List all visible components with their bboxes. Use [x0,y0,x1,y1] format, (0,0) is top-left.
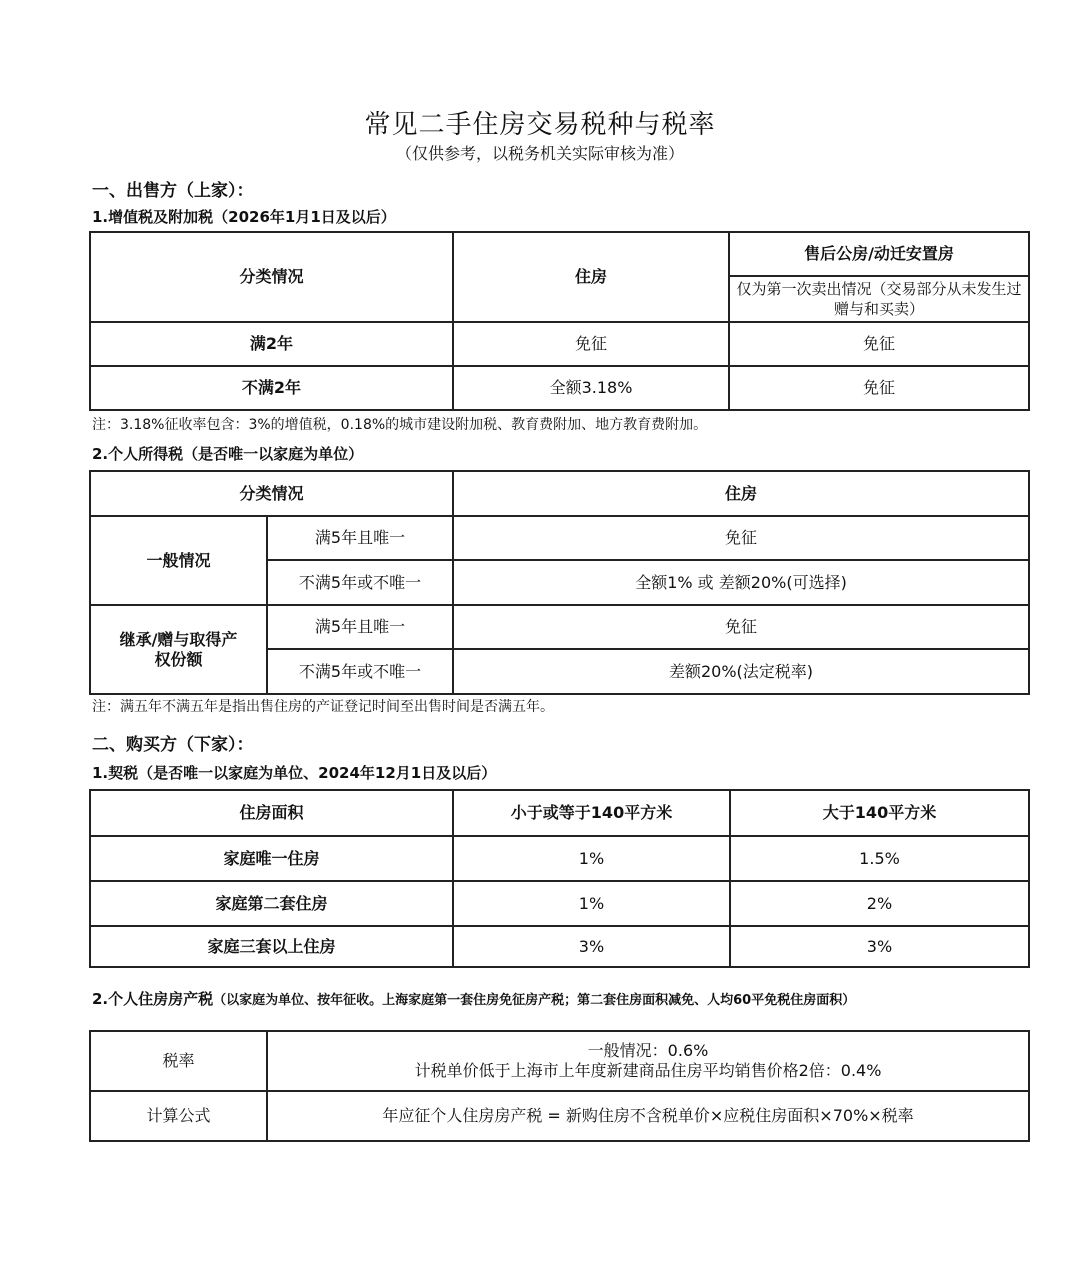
income-value: 全额1% 或 差额20%(可选择) [453,560,1029,605]
income-col-category: 分类情况 [90,471,453,516]
deed-tax-table [89,789,1030,968]
vat-col-public-sub: 仅为第一次卖出情况（交易部分从未发生过赠与和买卖） [729,276,1029,322]
page-title: 常见二手住房交易税种与税率 [364,110,716,140]
income-col-housing: 住房 [453,471,1029,516]
buyer-heading: 二、购买方（下家）： [92,735,254,755]
property-heading-detail: （以家庭为单位、按年征收。上海家庭第一套住房免征房产税；第二套住房面积减免、人均60平免税住房面积） [213,993,856,1008]
deed-col-area: 住房面积 [90,790,453,836]
property-formula-label: 计算公式 [90,1091,267,1141]
income-value: 免征 [453,605,1029,649]
property-heading-title: 2.个人住房房产税 [92,990,214,1008]
table-row [90,1091,1029,1141]
table-row [90,516,1029,560]
property-rate-line1: 一般情况：0.6% [587,1041,709,1060]
income-value: 差额20%(法定税率) [453,649,1029,694]
table-row [90,881,1029,926]
vat-row-label: 不满2年 [90,366,453,410]
deed-small-value: 1% [453,836,730,881]
vat-col-public: 售后公房/动迁安置房 [729,232,1029,276]
deed-col-small: 小于或等于140平方米 [453,790,730,836]
deed-large-value: 1.5% [730,836,1029,881]
table-row [90,322,1029,366]
income-condition: 不满5年或不唯一 [267,649,453,694]
vat-housing-value: 免征 [453,322,729,366]
deed-row-label: 家庭三套以上住房 [90,926,453,967]
vat-note: 注：3.18%征收率包含：3%的增值税，0.18%的城市建设附加税、教育费附加、地方教育费附加。 [92,417,708,433]
vat-housing-value: 全额3.18% [453,366,729,410]
property-rate-value [267,1031,1029,1091]
income-group-label: 继承/赠与取得产权份额 [90,605,267,694]
income-group-label: 一般情况 [90,516,267,605]
property-tax-table [89,1030,1030,1142]
table-row [90,926,1029,967]
vat-col-housing: 住房 [453,232,729,322]
vat-public-value: 免征 [729,322,1029,366]
deed-heading: 1.契税（是否唯一以家庭为单位、2024年12月1日及以后） [92,764,497,782]
income-tax-table [89,470,1030,695]
vat-table [89,231,1030,411]
income-condition: 满5年且唯一 [267,605,453,649]
income-condition: 不满5年或不唯一 [267,560,453,605]
table-row [90,366,1029,410]
income-heading: 2.个人所得税（是否唯一以家庭为单位） [92,445,364,463]
income-value: 免征 [453,516,1029,560]
deed-large-value: 3% [730,926,1029,967]
deed-col-large: 大于140平方米 [730,790,1029,836]
deed-large-value: 2% [730,881,1029,926]
table-row [90,605,1029,649]
deed-small-value: 3% [453,926,730,967]
seller-heading: 一、出售方（上家）： [92,181,254,201]
page-subtitle: （仅供参考，以税务机关实际审核为准） [395,144,684,163]
vat-heading: 1.增值税及附加税（2026年1月1日及以后） [92,208,396,226]
income-note: 注：满五年不满五年是指出售住房的产证登记时间至出售时间是否满五年。 [92,699,554,715]
deed-small-value: 1% [453,881,730,926]
vat-col-category: 分类情况 [90,232,453,322]
vat-public-value: 免征 [729,366,1029,410]
property-formula-value: 年应征个人住房房产税 = 新购住房不含税单价×应税住房面积×70%×税率 [267,1091,1029,1141]
table-row [90,836,1029,881]
property-rate-line2: 计税单价低于上海市上年度新建商品住房平均销售价格2倍：0.4% [414,1061,882,1080]
vat-row-label: 满2年 [90,322,453,366]
property-heading [92,988,855,1009]
deed-row-label: 家庭唯一住房 [90,836,453,881]
income-condition: 满5年且唯一 [267,516,453,560]
property-rate-label: 税率 [90,1031,267,1091]
deed-row-label: 家庭第二套住房 [90,881,453,926]
table-row [90,1031,1029,1091]
